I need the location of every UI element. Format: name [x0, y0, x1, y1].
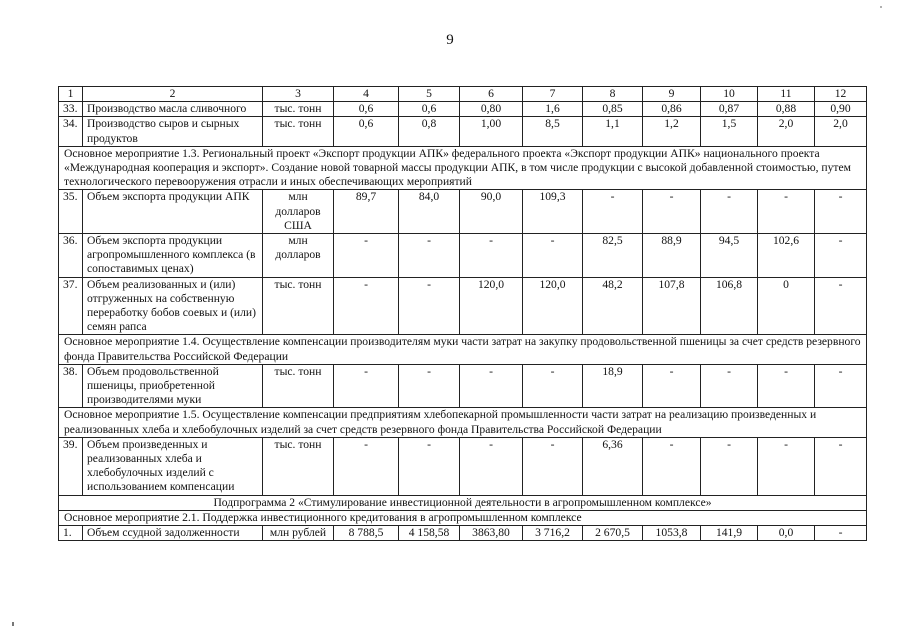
row-number: 1. [59, 526, 83, 541]
year-value: - [815, 437, 867, 495]
indicators-table [58, 86, 867, 541]
section-row [59, 146, 867, 190]
column-number: 7 [523, 87, 583, 102]
column-number: 11 [758, 87, 815, 102]
year-value: 89,7 [334, 190, 399, 234]
unit-of-measure: тыс. тонн [263, 364, 334, 408]
column-number: 3 [263, 87, 334, 102]
year-value: 0,6 [334, 117, 399, 146]
table-row [59, 277, 867, 335]
section-title: Основное мероприятие 1.3. Региональный проект «Экспорт продукции АПК» федерального проекта «Экспорт продукции АПК» национального проекта «Международная кооперация и экспорт». Создание новой товарной массы продукции АПК, в том числе продукции с высокой добавленной стоимостью, путем технологического перевооружения отрасли и иных обеспечивающих мероприятий [59, 146, 867, 190]
year-value: - [815, 277, 867, 335]
year-value: - [460, 437, 523, 495]
year-value: 0,6 [334, 102, 399, 117]
year-value: - [701, 190, 758, 234]
year-value: 107,8 [643, 277, 701, 335]
indicator-name: Объем экспорта продукции агропромышленного комплекса (в сопоставимых ценах) [83, 234, 263, 278]
year-value: - [399, 364, 460, 408]
year-value: 1,00 [460, 117, 523, 146]
indicator-name: Объем произведенных и реализованных хлеба и хлебобулочных изделий с использованием компенсации [83, 437, 263, 495]
column-number: 5 [399, 87, 460, 102]
year-value: - [334, 437, 399, 495]
unit-of-measure: тыс. тонн [263, 102, 334, 117]
year-value: 3863,80 [460, 526, 523, 541]
year-value: - [399, 277, 460, 335]
year-value: 0,90 [815, 102, 867, 117]
year-value: 0,0 [758, 526, 815, 541]
year-value: - [758, 364, 815, 408]
year-value: - [523, 234, 583, 278]
year-value: 0,88 [758, 102, 815, 117]
year-value: - [399, 437, 460, 495]
year-value: 90,0 [460, 190, 523, 234]
row-number: 34. [59, 117, 83, 146]
scan-speck [12, 622, 14, 626]
row-number: 38. [59, 364, 83, 408]
year-value: 141,9 [701, 526, 758, 541]
indicator-name: Производство сыров и сырных продуктов [83, 117, 263, 146]
year-value: 120,0 [460, 277, 523, 335]
column-number: 4 [334, 87, 399, 102]
year-value: - [758, 190, 815, 234]
year-value: - [815, 234, 867, 278]
year-value: 1,2 [643, 117, 701, 146]
section-title: Основное мероприятие 2.1. Поддержка инвестиционного кредитования в агропромышленном комплексе [59, 510, 867, 525]
year-value: 94,5 [701, 234, 758, 278]
year-value: - [643, 437, 701, 495]
year-value: - [701, 364, 758, 408]
year-value: 84,0 [399, 190, 460, 234]
year-value: - [815, 364, 867, 408]
year-value: 0 [758, 277, 815, 335]
section-row [59, 335, 867, 364]
year-value: - [643, 364, 701, 408]
scan-speck [880, 6, 882, 8]
year-value: - [523, 364, 583, 408]
column-number: 8 [583, 87, 643, 102]
table-row [59, 526, 867, 541]
column-number: 10 [701, 87, 758, 102]
page-number: 9 [446, 32, 454, 48]
section-row [59, 510, 867, 525]
column-number: 6 [460, 87, 523, 102]
table-row [59, 102, 867, 117]
indicator-name: Объем реализованных и (или) отгруженных на собственную переработку бобов соевых и (или) семян рапса [83, 277, 263, 335]
year-value: 8 788,5 [334, 526, 399, 541]
year-value: 3 716,2 [523, 526, 583, 541]
year-value: 4 158,58 [399, 526, 460, 541]
year-value: 48,2 [583, 277, 643, 335]
section-title: Основное мероприятие 1.5. Осуществление компенсации предприятиям хлебопекарной промышленности части затрат на реализацию произведенных и реализованных хлеба и хлебобулочных изделий за счет средств резервного фонда Правительства Российской Федерации [59, 408, 867, 437]
year-value: - [643, 190, 701, 234]
year-value: - [460, 234, 523, 278]
year-value: 2,0 [758, 117, 815, 146]
indicator-name: Производство масла сливочного [83, 102, 263, 117]
year-value: 0,86 [643, 102, 701, 117]
table-row [59, 364, 867, 408]
year-value: - [334, 364, 399, 408]
section-title: Основное мероприятие 1.4. Осуществление компенсации производителям муки части затрат на закупку продовольственной пшеницы за счет средств резервного фонда Правительства Российской Федерации [59, 335, 867, 364]
unit-of-measure: тыс. тонн [263, 277, 334, 335]
year-value: 0,85 [583, 102, 643, 117]
year-value: - [334, 277, 399, 335]
indicator-name: Объем экспорта продукции АПК [83, 190, 263, 234]
column-number: 2 [83, 87, 263, 102]
year-value: 18,9 [583, 364, 643, 408]
unit-of-measure: тыс. тонн [263, 117, 334, 146]
year-value: - [399, 234, 460, 278]
year-value: - [815, 526, 867, 541]
unit-of-measure: тыс. тонн [263, 437, 334, 495]
column-number: 12 [815, 87, 867, 102]
year-value: - [701, 437, 758, 495]
year-value: - [583, 190, 643, 234]
year-value: 6,36 [583, 437, 643, 495]
indicator-name: Объем ссудной задолженности [83, 526, 263, 541]
year-value: - [523, 437, 583, 495]
year-value: - [815, 190, 867, 234]
column-number-row [59, 87, 867, 102]
year-value: - [460, 364, 523, 408]
row-number: 39. [59, 437, 83, 495]
column-number: 9 [643, 87, 701, 102]
row-number: 36. [59, 234, 83, 278]
unit-of-measure: млн долларов США [263, 190, 334, 234]
year-value: 1,6 [523, 102, 583, 117]
year-value: 2,0 [815, 117, 867, 146]
table-row [59, 437, 867, 495]
year-value: 1,5 [701, 117, 758, 146]
column-number: 1 [59, 87, 83, 102]
year-value: 1,1 [583, 117, 643, 146]
year-value: 106,8 [701, 277, 758, 335]
year-value: 120,0 [523, 277, 583, 335]
year-value: 82,5 [583, 234, 643, 278]
year-value: 0,87 [701, 102, 758, 117]
year-value: 0,8 [399, 117, 460, 146]
subprogram-title: Подпрограмма 2 «Стимулирование инвестиционной деятельности в агропромышленном комплексе» [59, 495, 867, 510]
year-value: 88,9 [643, 234, 701, 278]
row-number: 35. [59, 190, 83, 234]
table-row [59, 190, 867, 234]
year-value: 2 670,5 [583, 526, 643, 541]
row-number: 33. [59, 102, 83, 117]
section-row [59, 408, 867, 437]
unit-of-measure: млн рублей [263, 526, 334, 541]
year-value: 109,3 [523, 190, 583, 234]
year-value: 8,5 [523, 117, 583, 146]
row-number: 37. [59, 277, 83, 335]
year-value: 102,6 [758, 234, 815, 278]
table-row [59, 234, 867, 278]
year-value: 0,6 [399, 102, 460, 117]
year-value: - [758, 437, 815, 495]
year-value: 1053,8 [643, 526, 701, 541]
subprogram-row [59, 495, 867, 510]
indicator-name: Объем продовольственной пшеницы, приобретенной производителями муки [83, 364, 263, 408]
table-row [59, 117, 867, 146]
unit-of-measure: млн долларов [263, 234, 334, 278]
year-value: - [334, 234, 399, 278]
year-value: 0,80 [460, 102, 523, 117]
